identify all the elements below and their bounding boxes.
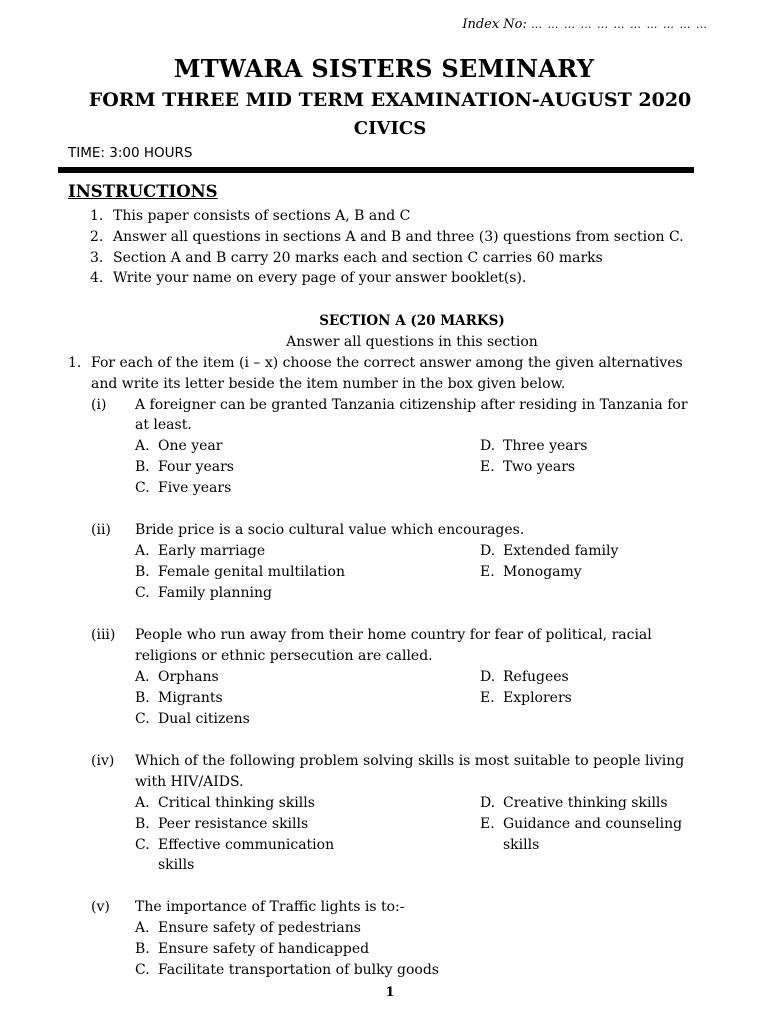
question-text: For each of the item (i – x) choose the correct answer among the given alternatives [91,355,683,371]
index-number-field [462,17,708,32]
option-letter: A. [135,920,150,936]
option-text: Five years [158,480,232,496]
option-text: Monogamy [503,564,582,580]
option-letter: B. [135,690,150,706]
instruction-number: 1. [90,208,104,224]
item-stem: A foreigner can be granted Tanzania citizenship after residing in Tanzania for [135,397,688,413]
option-letter: D. [480,543,496,559]
option-text: Migrants [158,690,223,706]
option-letter: B. [135,816,150,832]
page-number: 1 [385,985,395,1000]
option-letter: E. [480,459,495,475]
option-letter: C. [135,585,150,601]
option-text: Critical thinking skills [158,795,315,811]
option-text-continued: skills [503,837,540,853]
option-letter: C. [135,711,150,727]
item-stem: People who run away from their home country for fear of political, racial [135,627,652,643]
instruction-text: Write your name on every page of your answer booklet(s). [113,270,527,286]
option-letter: A. [135,669,150,685]
option-letter: D. [480,438,496,454]
exam-title: FORM THREE MID TERM EXAMINATION-AUGUST 2020 [88,89,692,111]
option-letter: C. [135,962,150,978]
instruction-text: Answer all questions in sections A and B and three (3) questions from section C. [113,229,684,245]
item-number: (v) [91,899,110,915]
school-name: MTWARA SISTERS SEMINARY [173,54,595,83]
option-text: Two years [503,459,576,475]
item-number: (ii) [91,522,111,538]
instruction-text: This paper consists of sections A, B and C [113,208,411,224]
option-text: Ensure safety of handicapped [158,941,370,957]
option-text: Early marriage [158,543,266,559]
option-text: Four years [158,459,234,475]
option-letter: E. [480,690,495,706]
option-letter: B. [135,564,150,580]
option-letter: A. [135,543,150,559]
option-letter: C. [135,480,150,496]
item-stem: at least. [135,417,192,433]
exam-time: TIME: 3:00 HOURS [68,145,193,161]
option-letter: B. [135,459,150,475]
option-text: Facilitate transportation of bulky goods [158,962,439,978]
option-text: Family planning [158,585,272,601]
item-stem: with HIV/AIDS. [135,774,244,790]
option-letter: D. [480,795,496,811]
option-text: Dual citizens [158,711,250,727]
option-text: Refugees [503,669,569,685]
item-number: (iii) [91,627,116,643]
item-stem: Bride price is a socio cultural value which encourages. [135,522,525,538]
section-a-subheading: Answer all questions in this section [286,334,538,350]
item-number: (i) [91,397,107,413]
option-text: Extended family [503,543,619,559]
question-text: and write its letter beside the item number in the box given below. [91,376,566,392]
instruction-number: 2. [90,229,104,245]
subject-title: CIVICS [353,118,427,139]
index-no-label: Index No: [462,17,527,32]
option-text: Peer resistance skills [158,816,309,832]
instructions-heading: INSTRUCTIONS [68,182,218,201]
option-letter: C. [135,837,150,853]
option-letter: E. [480,564,495,580]
option-text: Guidance and counseling [503,816,683,832]
option-text: Explorers [503,690,572,706]
option-letter: B. [135,941,150,957]
option-letter: A. [135,438,150,454]
item-stem: The importance of Traffic lights is to:- [135,899,405,915]
question-number: 1. [68,355,82,371]
item-stem: Which of the following problem solving skills is most suitable to people living [135,753,685,769]
header-divider [58,167,694,173]
option-text: Orphans [158,669,219,685]
option-text: Creative thinking skills [503,795,668,811]
instruction-text: Section A and B carry 20 marks each and section C carries 60 marks [113,250,603,266]
instruction-number: 4. [90,270,104,286]
option-text: Ensure safety of pedestrians [158,920,361,936]
option-text: Effective communication [158,837,335,853]
option-text: Three years [503,438,588,454]
option-letter: A. [135,795,150,811]
option-text: One year [158,438,223,454]
instruction-number: 3. [90,250,104,266]
section-a-heading: SECTION A (20 MARKS) [319,313,505,329]
option-text-continued: skills [158,857,195,873]
option-letter: E. [480,816,495,832]
item-stem: religions or ethnic persecution are called. [135,648,433,664]
option-letter: D. [480,669,496,685]
index-no-dots: … … … … … … … … … … … [531,18,708,31]
option-text: Female genital multilation [158,564,345,580]
item-number: (iv) [91,753,115,769]
